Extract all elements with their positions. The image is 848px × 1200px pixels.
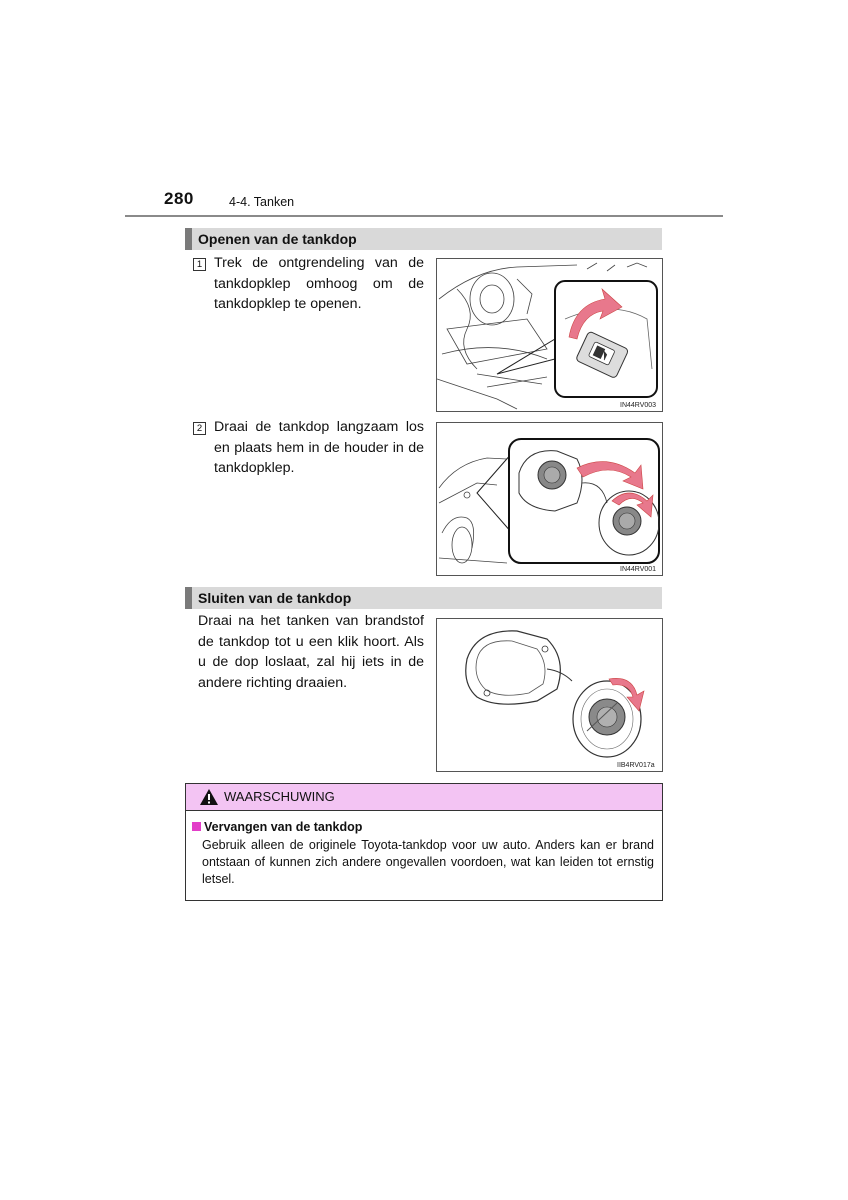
fuel-cap-closing-illustration xyxy=(437,619,662,771)
figure-fuel-cap-closing xyxy=(436,618,663,772)
pink-bullet xyxy=(192,822,201,831)
warning-subtitle-row xyxy=(192,820,362,834)
callout-detail-box xyxy=(509,439,659,563)
figure-release-lever xyxy=(436,258,663,412)
step-number-2: 2 xyxy=(193,422,206,435)
fuel-cap-removal-illustration xyxy=(437,423,662,575)
section-reference: 4-4. Tanken xyxy=(229,195,295,209)
release-lever-illustration xyxy=(437,259,662,411)
figure-code-2: IN44RV001 xyxy=(620,566,657,573)
header-rule xyxy=(125,215,723,217)
step-text-2: Draai de tankdop langzaam los en plaats hem in de houder in de tankdopklep. xyxy=(214,419,424,476)
figure-code-1: IN44RV003 xyxy=(620,402,657,409)
closing-text: Draai na het tanken van brandstof de tankdop tot u een klik hoort. Als u de dop loslaat, zal hij iets in de andere richting draaien. xyxy=(198,613,424,691)
figure-fuel-cap-removal xyxy=(436,422,663,576)
section-title-opening: Openen van de tankdop xyxy=(198,231,357,247)
warning-text: Gebruik alleen de originele Toyota-tankdop voor uw auto. Anders kan er brand ontstaan of kunnen zich andere ongevallen voordoen, wat kan leiden tot ernstig letsel. xyxy=(202,838,654,886)
section-band-opening xyxy=(185,228,662,250)
warning-box xyxy=(185,783,663,901)
warning-subtitle: Vervangen van de tankdop xyxy=(204,820,363,834)
step-number-1: 1 xyxy=(193,258,206,271)
warning-title: WAARSCHUWING xyxy=(224,789,335,804)
section-band-closing xyxy=(185,587,662,609)
figure-code-3: IIB4RV017a xyxy=(617,762,655,769)
warning-header xyxy=(186,784,662,811)
section-title-closing: Sluiten van de tankdop xyxy=(198,590,352,606)
warning-triangle-icon xyxy=(199,788,219,806)
page-number: 280 xyxy=(164,189,194,208)
step-text-1: Trek de ontgrendeling van de tankdopklep omhoog om de tankdopklep te openen. xyxy=(214,255,424,312)
